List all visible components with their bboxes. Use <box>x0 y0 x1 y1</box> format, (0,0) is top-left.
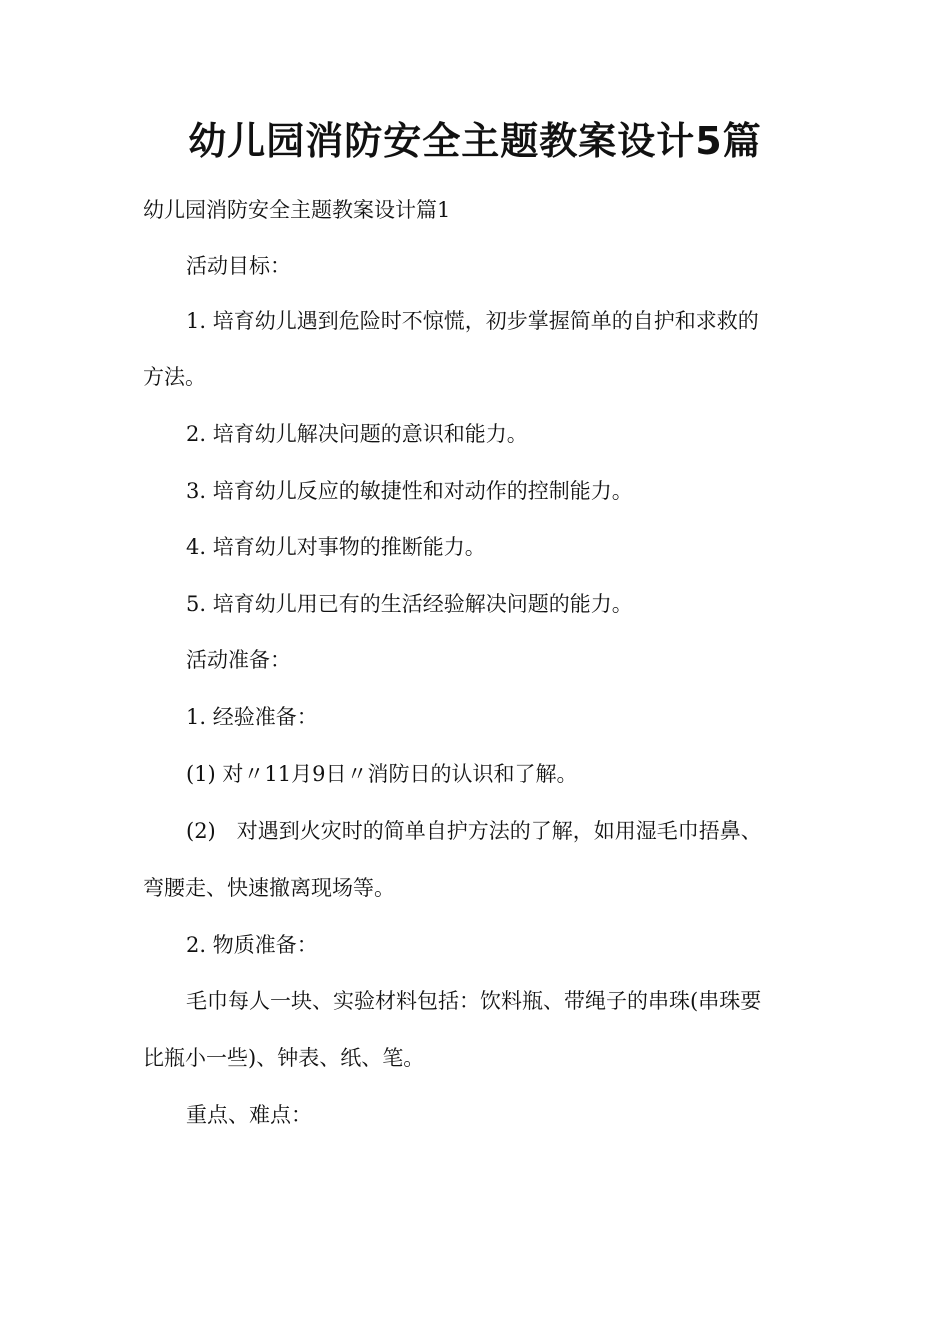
key-points-heading: 重点、难点： <box>186 1103 312 1127</box>
objective-1-continued: 方法。 <box>143 365 206 389</box>
material-item-1: 毛巾每人一块、实验材料包括：饮料瓶、带绳子的串珠(串珠要 <box>186 989 762 1013</box>
experience-heading: 1. 经验准备： <box>186 705 318 729</box>
experience-item-1: (1) 对〃11月9日〃消防日的认识和了解。 <box>186 762 578 786</box>
objective-5: 5. 培育幼儿用已有的生活经验解决问题的能力。 <box>186 592 633 616</box>
objective-1: 1. 培育幼儿遇到危险时不惊慌，初步掌握简单的自护和求救的 <box>186 309 759 333</box>
objective-4: 4. 培育幼儿对事物的推断能力。 <box>186 535 486 559</box>
experience-item-2-continued: 弯腰走、快速撤离现场等。 <box>143 876 395 900</box>
section-heading: 幼儿园消防安全主题教案设计篇1 <box>143 198 451 222</box>
preparation-heading: 活动准备： <box>186 648 291 672</box>
objectives-heading: 活动目标： <box>186 254 291 278</box>
objective-2: 2. 培育幼儿解决问题的意识和能力。 <box>186 422 528 446</box>
material-item-1-continued: 比瓶小一些)、钟表、纸、笔。 <box>143 1046 425 1070</box>
objective-3: 3. 培育幼儿反应的敏捷性和对动作的控制能力。 <box>186 479 633 503</box>
experience-item-2: (2) 对遇到火灾时的简单自护方法的了解，如用湿毛巾捂鼻、 <box>186 819 762 843</box>
document-title: 幼儿园消防安全主题教案设计5篇 <box>188 119 762 163</box>
material-heading: 2. 物质准备： <box>186 933 318 957</box>
